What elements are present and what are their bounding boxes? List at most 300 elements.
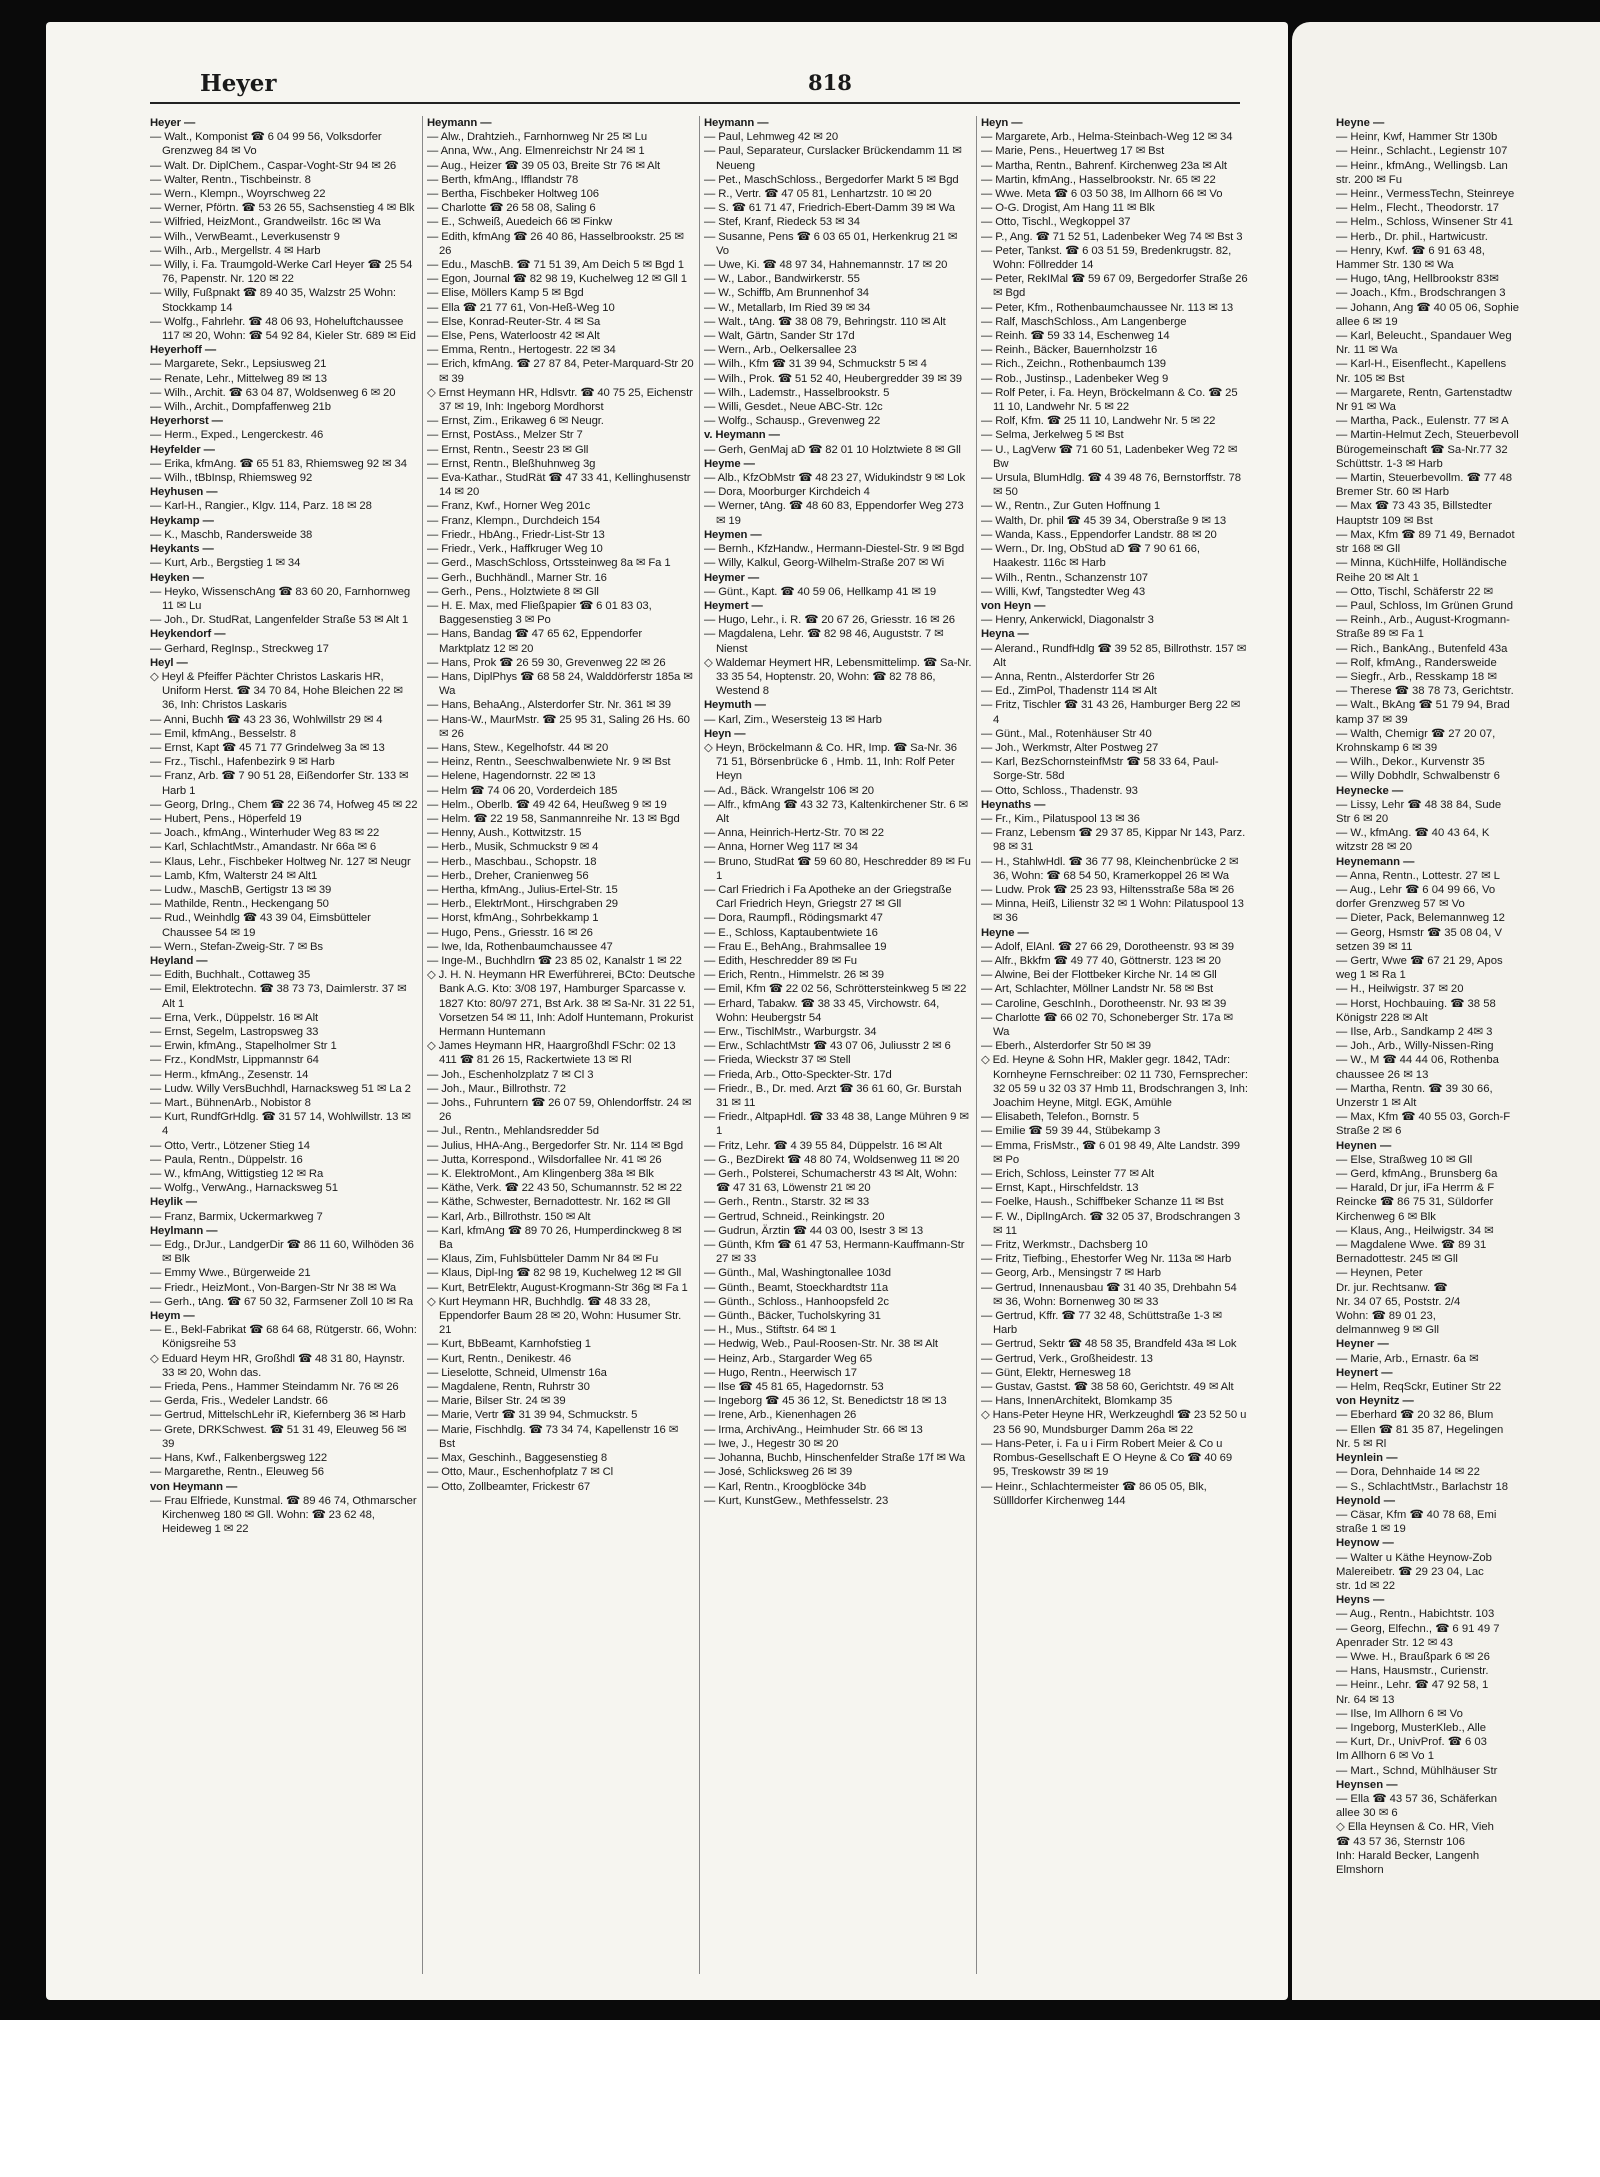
directory-entry: — Peter, RekIMal ☎ 59 67 09, Bergedorfer Straße 26 ✉ Bgd (981, 273, 1248, 300)
directory-entry: — Herm., Exped., Lengerckestr. 46 (150, 429, 324, 442)
surname-heading: Heyhusen — (150, 486, 218, 499)
directory-entry: — Mart., BühnenArb., Nobistor 8 (150, 1097, 311, 1110)
directory-entry: — Gertrud, Verk., Großheidestr. 13 (981, 1352, 1153, 1365)
directory-entry: — Emil, kfmAng., Besselstr. 8 (150, 727, 296, 740)
directory-entry: — Lieselotte, Schneid, Ulmenstr 16a (427, 1366, 607, 1379)
directory-entry: — Johs., Fuhruntern ☎ 26 07 59, Ohlendorffstr. 24 ✉ 26 (427, 1097, 692, 1124)
directory-entry: — Edith, Buchhalt., Cottaweg 35 (150, 969, 311, 982)
surname-heading: Heyer — (150, 117, 196, 129)
directory-column-4 (981, 116, 1249, 1986)
surname-heading: v. Heymann — (704, 429, 780, 442)
directory-entry: — Hans, BehaAng., Alsterdorfer Str. Nr. 361 ✉ 39 (427, 699, 671, 712)
directory-entry: — Walter, Rentn., Tischbeinstr. 8 (150, 173, 311, 186)
directory-entry: str 168 ✉ Gll (1336, 543, 1401, 556)
directory-entry: ◇ Eduard Heym HR, Großhdl ☎ 48 31 80, Haynstr. 33 ✉ 20, Wohn das. (150, 1352, 405, 1379)
directory-entry: — Wern., Stefan-Zweig-Str. 7 ✉ Bs (150, 940, 323, 953)
directory-entry: — Wilh., Archit., Dompfaffenweg 21b (150, 401, 331, 414)
directory-entry: — Dora, Moorburger Kirchdeich 4 (704, 486, 870, 499)
directory-entry: — Gerhard, RegInsp., Streckweg 17 (150, 642, 329, 655)
surname-heading: Heyerhoff — (150, 344, 217, 357)
directory-entry: — Martha, Pack., Eulenstr. 77 ✉ A (1336, 415, 1509, 428)
directory-entry: — Günt., Mal., Rotenhäuser Str 40 (981, 727, 1152, 740)
directory-entry: — Ingeborg ☎ 45 36 12, St. Benedictstr 18 ✉ 13 (704, 1395, 947, 1408)
surname-heading: Heyne — (981, 926, 1029, 939)
directory-entry: — Georg, DrIng., Chem ☎ 22 36 74, Hofweg 45 ✉ 22 (150, 798, 418, 811)
directory-entry: — Gerda, Fris., Wedeler Landstr. 66 (150, 1395, 328, 1408)
directory-entry: — Alerand., RundfHdlg ☎ 39 52 85, Billrothstr. 157 ✉ Alt (981, 642, 1247, 669)
directory-entry: allee 30 ✉ 6 (1336, 1807, 1398, 1820)
directory-entry: — Erw., TischlMstr., Warburgstr. 34 (704, 1026, 877, 1038)
directory-entry: — Frau Elfriede, Kunstmal. ☎ 89 46 74, Othmarscher Kirchenweg 180 ✉ Gll. Wohn: ☎ 23 62 48, Heideweg 1 ✉ 22 (150, 1494, 417, 1536)
directory-entry: Nr. 11 ✉ Wa (1336, 344, 1398, 357)
directory-entry: — Emma, Rentn., Hertogestr. 22 ✉ 34 (427, 344, 616, 357)
directory-entry: — Hans, DiplPhys ☎ 68 58 24, Walddörferstr 185a ✉ Wa (427, 670, 693, 698)
directory-entry: — Iwe, Ida, Rothenbaumchaussee 47 (427, 940, 613, 953)
directory-entry: — Elisabeth, Telefon., Bornstr. 5 (981, 1111, 1139, 1124)
surname-heading: Heyn — (981, 117, 1023, 129)
directory-entry: ◇ James Heymann HR, Haargroßhdl FSchr: 02 13 411 ☎ 81 26 15, Rackertwiete 13 ✉ Rl (427, 1040, 676, 1067)
directory-entry: — Günt., Kapt. ☎ 40 59 06, Hellkamp 41 ✉ 19 (704, 585, 937, 598)
directory-entry: — Herb., Maschbau., Schopstr. 18 (427, 855, 597, 868)
surname-heading: Heynert — (1336, 1366, 1393, 1379)
column-divider (976, 116, 977, 1974)
directory-entry: — Alw., Drahtzieh., Farnhornweg Nr 25 ✉ Lu (427, 131, 648, 144)
directory-entry: str. 1d ✉ 22 (1336, 1579, 1396, 1592)
directory-entry: — Wwe. Meta ☎ 6 03 50 38, Im Allhorn 66 ✉ Vo (981, 188, 1223, 201)
directory-entry: — Wolfg., Schausp., Grevenweg 22 (704, 415, 881, 428)
directory-entry: — Heinr., VermessTechn, Steinreye (1336, 188, 1515, 201)
directory-entry: Reincke ☎ 86 75 31, Süldorfer (1336, 1196, 1494, 1209)
directory-entry: — Martha, Rentn., Bahrenf. Kirchenweg 23a ✉ Alt (981, 159, 1227, 172)
directory-entry: — Selma, Jerkelweg 5 ✉ Bst (981, 429, 1124, 442)
directory-entry: — Wilh., Dekor., Kurvenstr 35 (1336, 756, 1485, 769)
directory-entry: — Ludw., MaschB, Gertigstr 13 ✉ 39 (150, 883, 332, 896)
page-number: 818 (808, 70, 852, 95)
directory-entry: — Marie, Vertr ☎ 31 39 94, Schmuckstr. 5 (427, 1409, 638, 1422)
directory-entry: — Fritz, Tischler ☎ 31 43 26, Hamburger Berg 22 ✉ 4 (981, 699, 1241, 726)
directory-entry: — Aug., Heizer ☎ 39 05 03, Breite Str 76 ✉ Alt (427, 159, 661, 172)
directory-entry: Wohn: ☎ 89 01 23, (1336, 1310, 1436, 1323)
directory-entry: ◇ Waldemar Heymert HR, Lebensmittelimp. ☎ Sa-Nr. 33 35 54, Hoptenstr. 20, Wohn: ☎ 82 78 86, Westend 8 (704, 656, 972, 698)
directory-entry: — Paul, Lehmweg 42 ✉ 20 (704, 131, 839, 144)
directory-entry: Im Allhorn 6 ✉ Vo 1 (1336, 1750, 1435, 1763)
directory-entry: — Friedr., B., Dr. med. Arzt ☎ 36 61 60, Gr. Burstah 31 ✉ 11 (704, 1082, 962, 1110)
directory-entry: — Franz, Kwf., Horner Weg 201c (427, 500, 591, 513)
directory-entry: — Iwe, J., Hegestr 30 ✉ 20 (704, 1437, 839, 1450)
surname-heading: Heymer — (704, 571, 760, 584)
directory-entry: — W., kfmAng, Wittigstieg 12 ✉ Ra (150, 1168, 324, 1181)
directory-entry: — P., Ang. ☎ 71 52 51, Ladenbeker Weg 74 ✉ Bst 3 (981, 230, 1243, 243)
surname-heading: von Heyn — (981, 599, 1046, 612)
directory-entry: — Ilse ☎ 45 81 65, Hagedornstr. 53 (704, 1381, 884, 1394)
directory-entry: — Edu., MaschB. ☎ 71 51 39, Am Deich 5 ✉ Bgd 1 (427, 259, 684, 272)
directory-entry: — Karl-H., Eisenflecht., Kapellens (1336, 358, 1507, 371)
directory-entry: — Wern., Dr. Ing, ObStud aD ☎ 7 90 61 66, Haakestr. 116c ✉ Harb (981, 543, 1200, 570)
directory-entry: — Heinr., Schlachtermeister ☎ 86 05 05, Blk, Süllldorfer Kirchenweg 144 (981, 1480, 1207, 1507)
directory-entry: — Irene, Arb., Kienenhagen 26 (704, 1409, 857, 1422)
directory-entry: — Henny, Aush., Kottwitzstr. 15 (427, 827, 582, 840)
directory-entry: — O-G. Drogist, Am Hang 11 ✉ Blk (981, 202, 1155, 215)
directory-entry: — Rich., Zeichn., Rothenbaumch 139 (981, 358, 1166, 371)
directory-entry: — Rob., Justinsp., Ladenbeker Weg 9 (981, 372, 1169, 385)
directory-entry: Bernadottestr. 245 ✉ Gll (1336, 1253, 1458, 1266)
directory-entry: — Gertrud, Kffr. ☎ 77 32 48, Schüttstraße 1-3 ✉ Harb (981, 1310, 1222, 1337)
directory-entry: — Harald, Dr jur, iFa Herrm & F (1336, 1182, 1495, 1195)
directory-entry: — Joach., Kfm., Brodschrangen 3 (1336, 287, 1506, 300)
directory-entry: — W., Labor., Bandwirkerstr. 55 (704, 273, 860, 286)
directory-entry: — Helm., Oberlb. ☎ 49 42 64, Heußweg 9 ✉ 19 (427, 798, 667, 811)
directory-entry: — Frz., KondMstr, Lippmannstr 64 (150, 1054, 319, 1067)
directory-entry: — Karl-H., Rangier., Klgv. 114, Parz. 18 ✉ 28 (150, 500, 372, 513)
directory-entry: — Günth., Beamt, Stoeckhardtstr 11a (704, 1281, 889, 1294)
directory-entry: — Heinr, Kwf, Hammer Str 130b (1336, 131, 1498, 144)
directory-entry: — Hugo, Lehr., i. R. ☎ 20 67 26, Griesstr. 16 ✉ 26 (704, 614, 955, 627)
directory-entry: — Werner, Pförtn. ☎ 53 26 55, Sachsenstieg 4 ✉ Blk (150, 202, 415, 215)
directory-entry: — Ingeborg, MusterKleb., Alle (1336, 1721, 1487, 1734)
directory-entry: — Hans-Peter, i. Fa u i Firm Robert Meier & Co u Rombus-Gesellschaft E O Heyne & Co ☎ 40 69 95, Treskowstr 39 ✉ 19 (981, 1437, 1233, 1479)
directory-entry: setzen 39 ✉ 11 (1336, 940, 1413, 953)
directory-entry: — Aug., Lehr ☎ 6 04 99 66, Vo (1336, 883, 1496, 896)
directory-entry: — Günth., Bäcker, Tucholskyring 31 (704, 1310, 881, 1323)
directory-entry: — Kurt, Rentn., Denikestr. 46 (427, 1352, 572, 1365)
directory-entry: — Karl, BezSchornsteinfMstr ☎ 58 33 64, Paul-Sorge-Str. 58d (981, 756, 1219, 783)
directory-entry: — Frieda, Wieckstr 37 ✉ Stell (704, 1054, 851, 1067)
directory-entry: — Franz, Lebensm ☎ 29 37 85, Kippar Nr 143, Parz. 98 ✉ 31 (981, 827, 1246, 854)
directory-entry: — Hugo, Rentn., Heerwisch 17 (704, 1366, 857, 1379)
directory-entry: — Marie, Pens., Heuertweg 17 ✉ Bst (981, 145, 1165, 158)
directory-entry: — Emma, FrisMstr., ☎ 6 01 98 49, Alte Landstr. 399 ✉ Po (981, 1139, 1240, 1166)
directory-entry: — Bernh., KfzHandw., Hermann-Diestel-Str. 9 ✉ Bgd (704, 543, 965, 556)
surname-heading: Heynow — (1336, 1537, 1394, 1550)
surname-heading: Heyn — (704, 727, 746, 740)
directory-entry: — Max, Geschinh., Baggesenstieg 8 (427, 1452, 608, 1465)
directory-entry: — Willi, Kwf, Tangstedter Weg 43 (981, 585, 1146, 598)
directory-entry: Kirchenweg 6 ✉ Blk (1336, 1210, 1436, 1223)
directory-entry: — Margarete, Sekr., Lepsiusweg 21 (150, 358, 327, 371)
directory-entry: — Hugo, tAng, Hellbrookstr 83✉ (1336, 273, 1499, 286)
directory-entry: — Gerd, kfmAng., Brunsberg 6a (1336, 1168, 1498, 1181)
directory-entry: — Peter, Tankst. ☎ 6 03 51 59, Bredenkrugstr. 82, Wohn: Föllredder 14 (981, 244, 1232, 272)
directory-entry: — Ernst, Zim., Erikaweg 6 ✉ Neugr. (427, 415, 604, 428)
directory-entry: — Gerh., Rentn., Starstr. 32 ✉ 33 (704, 1196, 870, 1209)
directory-entry: — Herb., Musik, Schmuckstr 9 ✉ 4 (427, 841, 599, 854)
surname-heading: Heyme — (704, 457, 755, 470)
directory-entry: — Emmy Wwe., Bürgerweide 21 (150, 1267, 311, 1280)
surname-heading: von Heymann — (150, 1480, 238, 1493)
directory-entry: — Klaus, Ang., Heilwigstr. 34 ✉ (1336, 1224, 1494, 1237)
directory-entry: — Hans-W., MaurMstr. ☎ 25 95 31, Saling 26 Hs. 60 ✉ 26 (427, 713, 690, 740)
directory-entry: — H., Mus., Stiftstr. 64 ✉ 1 (704, 1324, 837, 1337)
directory-entry: — Willy, Kalkul, Georg-Wilhelm-Straße 207 ✉ Wi (704, 557, 945, 570)
directory-entry: — Wilh., tBbInsp, Rhiemsweg 92 (150, 472, 313, 485)
directory-entry: — W., M ☎ 44 44 06, Rothenba (1336, 1054, 1499, 1067)
directory-entry: — Alfr., Bkkfm ☎ 49 77 40, Göttnerstr. 123 ✉ 20 (981, 954, 1221, 967)
directory-entry: — Alwine, Bei der Flottbeker Kirche Nr. 14 ✉ Gll (981, 969, 1217, 982)
directory-entry: — Günt, Elektr, Hernesweg 18 (981, 1366, 1131, 1379)
directory-entry: — Minna, Heiß, Lilienstr 32 ✉ 1 Wohn: Pilatuspool 13 ✉ 36 (981, 898, 1244, 925)
directory-entry: — W., Schiffb, Am Brunnenhof 34 (704, 287, 869, 300)
directory-entry: — Anna, Rentn., Lottestr. 27 ✉ L (1336, 869, 1500, 882)
directory-entry: chaussee 26 ✉ 13 (1336, 1068, 1429, 1081)
directory-entry: — W., kfmAng. ☎ 40 43 64, K (1336, 827, 1490, 840)
directory-entry: — Martin, kfmAng., Hasselbrookstr. Nr. 65 ✉ 22 (981, 173, 1216, 186)
directory-entry: Königstr 228 ✉ Alt (1336, 1011, 1428, 1024)
directory-entry: — Therese ☎ 38 78 73, Gerichtstr. (1336, 685, 1514, 698)
directory-entry: — Joh., Maur., Billrothstr. 72 (427, 1082, 566, 1095)
directory-entry: — Joh., Eschenholzplatz 7 ✉ Cl 3 (427, 1068, 594, 1081)
directory-entry: Elmshorn (1336, 1863, 1384, 1876)
surname-heading: Heymuth — (704, 699, 766, 712)
directory-entry: — Berth, kfmAng., Ifflandstr 78 (427, 173, 579, 186)
directory-entry: Bremer Str. 60 ✉ Harb (1336, 486, 1450, 499)
directory-entry: — Georg, Arb., Mensingstr 7 ✉ Harb (981, 1267, 1161, 1280)
directory-entry: — Johann, Ang ☎ 40 05 06, Sophie (1336, 301, 1520, 314)
directory-entry: — Horst, Hochbauing. ☎ 38 58 (1336, 997, 1496, 1010)
directory-entry: — Gustav, Gastst. ☎ 38 58 60, Gerichtstr. 49 ✉ Alt (981, 1381, 1234, 1394)
directory-entry: — Bertha, Fischbeker Holtweg 106 (427, 188, 599, 201)
directory-entry: ◇ Hans-Peter Heyne HR, Werkzeughdl ☎ 23 52 50 u 23 56 90, Mundsburger Damm 26a ✉ 22 (981, 1409, 1247, 1436)
directory-entry: — Fritz, Werkmstr., Dachsberg 10 (981, 1239, 1148, 1252)
directory-entry: Apenrader Str. 12 ✉ 43 (1336, 1636, 1453, 1649)
directory-entry: — Marie, Arb., Ernastr. 6a ✉ (1336, 1352, 1479, 1365)
directory-entry: — Walt. Dr. DiplChem., Caspar-Voght-Str 94 ✉ 26 (150, 159, 397, 172)
directory-entry: weg 1 ✉ Ra 1 (1336, 969, 1406, 982)
directory-entry: — Anni, Buchh ☎ 43 23 36, Wohlwillstr 29 ✉ 4 (150, 713, 383, 726)
column-divider (422, 116, 423, 1974)
directory-entry: — Marie, Bilser Str. 24 ✉ 39 (427, 1395, 566, 1408)
surname-heading: von Heynitz — (1336, 1395, 1414, 1408)
directory-entry: — Ludw. Prok ☎ 25 23 93, Hiltensstraße 58a ✉ 26 (981, 883, 1235, 896)
directory-entry: — Erich, kfmAng. ☎ 27 87 84, Peter-Marquard-Str 20 ✉ 39 (427, 358, 694, 385)
directory-entry: — Max, Kfm ☎ 89 71 49, Bernadot (1336, 528, 1515, 541)
directory-entry: — Carl Friedrich i Fa Apotheke an der Griegstraße Carl Friedrich Heyn, Griegstr 27 ✉ Gll (704, 883, 952, 911)
surname-heading: Heynsen — (1336, 1778, 1398, 1791)
directory-entry: — Wilh., Prok. ☎ 51 52 40, Heubergredder 39 ✉ 39 (704, 372, 962, 385)
directory-entry: — Wilh., VerwBeamt., Leverkusenstr 9 (150, 230, 340, 243)
directory-entry: — Fritz, Lehr. ☎ 4 39 55 84, Düppelstr. 16 ✉ Alt (704, 1139, 942, 1152)
directory-entry: — Erich, Schloss, Leinster 77 ✉ Alt (981, 1168, 1154, 1181)
surname-heading: Heykamp — (150, 514, 214, 527)
directory-entry: — Georg, Hsmstr ☎ 35 08 04, V (1336, 926, 1503, 939)
directory-entry: — Otto, Tischl, Schäferstr 22 ✉ (1336, 585, 1494, 598)
surname-heading: Heylmann — (150, 1224, 218, 1237)
directory-entry: — H. E. Max, med Fließpapier ☎ 6 01 83 03, Baggesenstieg 3 ✉ Po (427, 599, 652, 627)
directory-entry: — Kurt, BetrElektr, August-Krogmann-Str 36g ✉ Fa 1 (427, 1281, 688, 1294)
directory-entry: ◇ J. H. N. Heymann HR Ewerführerei, BCto: Deutsche Bank A.G. Kto: 3/08 197, Hamburger Sparcasse v. 1827 Kto: 80/97 271, Bst Ark. 38 ✉ Sa-Nr. 31 22 51, Vorsetzen 54 ✉ 11, Inh: Adolf Huntemann, Prokurist Hermann Huntemann (427, 969, 695, 1038)
directory-entry: — Henry, Ankerwickl, Diagonalstr 3 (981, 614, 1154, 627)
directory-entry: — Wern., Klempn., Woyrschweg 22 (150, 188, 326, 201)
directory-entry: — Kurt, KunstGew., Methfesselstr. 23 (704, 1494, 889, 1507)
directory-entry: — Rich., BankAng., Butenfeld 43a (1336, 642, 1508, 655)
directory-entry: — Werner, tAng. ☎ 48 60 83, Eppendorfer Weg 273 ✉ 19 (704, 500, 964, 527)
directory-entry: — Karl, Arb., Billrothstr. 150 ✉ Alt (427, 1210, 591, 1223)
directory-entry: — Peter, Kfm., Rothenbaumchaussee Nr. 113 ✉ 13 (981, 301, 1234, 314)
directory-entry: — Margarete, Rentn, Gartenstadtw (1336, 386, 1512, 399)
directory-entry: — Gertrud, Schneid., Reinkingstr. 20 (704, 1210, 885, 1223)
directory-entry: — Heynen, Peter (1336, 1267, 1423, 1280)
directory-entry: — Helm, ReqSckr, Eutiner Str 22 (1336, 1381, 1502, 1394)
directory-entry: ◇ Heyn, Bröckelmann & Co. HR, Imp. ☎ Sa-Nr. 36 71 51, Börsenbrücke 6 , Hmb. 11, Inh: Rolf Peter Heyn (704, 741, 957, 783)
directory-entry: Unzerstr 1 ✉ Alt (1336, 1097, 1417, 1110)
surname-heading: Heyerhorst — (150, 415, 223, 428)
directory-entry: — Jutta, Korrespond., Wilsdorfallee Nr. 41 ✉ 26 (427, 1153, 662, 1166)
directory-entry: — Gudrun, Ärztin ☎ 44 03 00, Isestr 3 ✉ 13 (704, 1224, 924, 1237)
surname-heading: Heynaths — (981, 798, 1046, 811)
directory-entry: — Paul, Schloss, Im Grünen Grund (1336, 599, 1514, 612)
directory-entry: — Anna, Ww., Ang. Elmenreichstr Nr 24 ✉ 1 (427, 145, 645, 158)
directory-entry: — Heyko, WissenschAng ☎ 83 60 20, Farnhornweg 11 ✉ Lu (150, 585, 411, 612)
directory-entry: — Hans, Stew., Kegelhofstr. 44 ✉ 20 (427, 741, 609, 754)
directory-entry: — Lamb, Kfm, Walterstr 24 ✉ Alt1 (150, 869, 318, 882)
directory-entry: — Wwe. H., Braußpark 6 ✉ 26 (1336, 1650, 1490, 1663)
directory-entry: — Ad., Bäck. Wrangelstr 106 ✉ 20 (704, 784, 874, 797)
directory-entry: — Gertrud, Innenausbau ☎ 31 40 35, Drehbahn 54 ✉ 36, Wohn: Bornenweg 30 ✉ 33 (981, 1281, 1237, 1308)
directory-entry: — Else, Konrad-Reuter-Str. 4 ✉ Sa (427, 315, 601, 328)
directory-entry: — Franz, Barmix, Uckermarkweg 7 (150, 1210, 323, 1223)
directory-entry: — Eva-Kathar., StudRät ☎ 47 33 41, Kellinghusenstr 14 ✉ 20 (427, 472, 691, 499)
directory-entry: — Elise, Möllers Kamp 5 ✉ Bgd (427, 287, 584, 300)
directory-entry: — Margarethe, Rentn., Eleuweg 56 (150, 1466, 324, 1479)
directory-entry: — Ellen ☎ 81 35 87, Hegelingen (1336, 1423, 1504, 1436)
directory-entry: — Fritz, Tiefbing., Ehestorfer Weg Nr. 113a ✉ Harb (981, 1253, 1232, 1266)
directory-entry: — Herb., Dr. phil., Hartwicustr. (1336, 230, 1488, 243)
directory-entry: — Gerh., Polsterei, Schumacherstr 43 ✉ Alt, Wohn: ☎ 47 31 63, Löwenstr 21 ✉ 20 (704, 1168, 957, 1195)
directory-entry: — Ernst, Kapt., Hirschfeldstr. 13 (981, 1182, 1139, 1195)
directory-entry: — Caroline, GeschInh., Dorotheenstr. Nr. 93 ✉ 39 (981, 997, 1227, 1010)
directory-entry: — Gertrud, Sektr ☎ 48 58 35, Brandfeld 43a ✉ Lok (981, 1338, 1237, 1351)
directory-entry: — Herb., ElektrMont., Hirschgraben 29 (427, 898, 618, 911)
directory-entry: — Friedr., HbAng., Friedr-List-Str 13 (427, 528, 605, 541)
surname-heading: Heyland — (150, 954, 208, 967)
directory-entry: — Käthe, Schwester, Bernadottestr. Nr. 162 ✉ Gll (427, 1196, 671, 1209)
running-head-name: Heyer (200, 70, 277, 97)
directory-entry: — Jul., Rentn., Mehlandsredder 5d (427, 1125, 599, 1138)
directory-entry: — Emilie ☎ 59 39 44, Stübekamp 3 (981, 1125, 1161, 1138)
directory-entry: — José, Schlicksweg 26 ✉ 39 (704, 1466, 853, 1479)
directory-entry: — Walth, Chemigr ☎ 27 20 07, (1336, 727, 1496, 740)
directory-entry: — Frieda, Pens., Hammer Steindamm Nr. 76 ✉ 26 (150, 1381, 399, 1394)
directory-entry: — Heinr., kfmAng., Wellingsb. Lan (1336, 159, 1508, 172)
directory-entry: — Heinz, Arb., Stargarder Weg 65 (704, 1352, 873, 1365)
surname-heading: Heym — (150, 1310, 195, 1323)
directory-entry: — Lissy, Lehr ☎ 48 38 84, Sude (1336, 798, 1502, 811)
surname-heading: Heynold — (1336, 1494, 1395, 1507)
directory-entry: — H., StahlwHdl. ☎ 36 77 98, Kleinchenbrücke 2 ✉ 36, Wohn: ☎ 68 54 50, Kramerkoppel 26 ✉ Wa (981, 855, 1239, 882)
directory-entry: ☎ 43 57 36, Sternstr 106 (1336, 1835, 1465, 1848)
directory-entry: — Gertr, Wwe ☎ 67 21 29, Apos (1336, 954, 1503, 967)
directory-entry: — Klaus, Zim, Fuhlsbütteler Damm Nr 84 ✉ Fu (427, 1253, 659, 1266)
directory-entry: — Eberh., Alsterdorfer Str 50 ✉ 39 (981, 1040, 1151, 1053)
directory-entry: — Rolf, kfmAng., Randersweide (1336, 656, 1497, 669)
directory-entry: Straße 89 ✉ Fa 1 (1336, 628, 1424, 641)
directory-entry: ◇ Heyl & Pfeiffer Pächter Christos Laskaris HR, Uniform Herst. ☎ 34 70 84, Hohe Bleichen 22 ✉ 36, Inh: Christos Laskaris (150, 670, 403, 712)
directory-entry: — Wilh., Lademstr., Hasselbrookstr. 5 (704, 386, 890, 399)
directory-entry: — Ernst, Rentn., Bleßhuhnweg 3g (427, 457, 596, 470)
directory-entry: — Renate, Lehr., Mittelweg 89 ✉ 13 (150, 372, 327, 385)
directory-entry: Bürogemeinschaft ☎ Sa-Nr.77 32 (1336, 443, 1508, 456)
directory-entry: — Paul, Separateur, Curslacker Brückendamm 11 ✉ Neueng (704, 145, 962, 172)
directory-entry: — Otto, Tischl., Wegkoppel 37 (981, 216, 1131, 229)
directory-entry: — Paula, Rentn., Düppelstr. 16 (150, 1153, 303, 1166)
directory-entry: ◇ Ella Heynsen & Co. HR, Vieh (1336, 1821, 1494, 1834)
directory-entry: — Helm., Schloss, Winsener Str 41 (1336, 216, 1514, 229)
directory-entry: — R., Vertr. ☎ 47 05 81, Lenhartzstr. 10 ✉ 20 (704, 188, 932, 201)
directory-entry: — Franz, Klempn., Durchdeich 154 (427, 514, 601, 527)
directory-entry: — Inge-M., Buchhdlrn ☎ 23 85 02, Kanalstr 1 ✉ 22 (427, 954, 682, 967)
directory-entry: — Uwe, Ki. ☎ 48 97 34, Hahnemannstr. 17 ✉ 20 (704, 259, 948, 272)
directory-entry: dorfer Grenzweg 57 ✉ Vo (1336, 898, 1465, 911)
directory-entry: — Fr., Kim., Pilatuspool 13 ✉ 36 (981, 812, 1140, 825)
directory-entry: — Günth., Mal, Washingtonallee 103d (704, 1267, 891, 1280)
directory-entry: — Wilh., Kfm ☎ 31 39 94, Schmuckstr 5 ✉ 4 (704, 358, 927, 371)
directory-entry: Hammer Str. 130 ✉ Wa (1336, 259, 1454, 272)
directory-entry: — S. ☎ 61 71 47, Friedrich-Ebert-Damm 39 ✉ Wa (704, 202, 955, 215)
directory-entry: — Herb., Dreher, Cranienweg 56 (427, 869, 589, 882)
directory-entry: — Marie, Fischhdlg. ☎ 73 34 74, Kapellenstr 16 ✉ Bst (427, 1423, 679, 1450)
directory-entry: straße 1 ✉ 19 (1336, 1523, 1406, 1536)
directory-entry: — Wanda, Kass., Eppendorfer Landstr. 88 ✉ 20 (981, 528, 1217, 541)
directory-entry: — Edith, kfmAng ☎ 26 40 86, Hasselbrookstr. 25 ✉ 26 (427, 230, 684, 257)
directory-entry: — Friedr., HeizMont., Von-Bargen-Str Nr 38 ✉ Wa (150, 1281, 397, 1294)
directory-entry: — Franz, Arb. ☎ 7 90 51 28, Eißendorfer Str. 133 ✉ Harb 1 (150, 770, 409, 797)
directory-entry: — Anna, Heinrich-Hertz-Str. 70 ✉ 22 (704, 827, 884, 840)
directory-entry: — Hertha, kfmAng., Julius-Ertel-Str. 15 (427, 883, 618, 896)
directory-entry: — Irma, ArchivAng., Heimhuder Str. 66 ✉ 13 (704, 1423, 923, 1436)
directory-entry: — Klaus, Lehr., Fischbeker Holtweg Nr. 127 ✉ Neugr (150, 855, 411, 868)
directory-entry: — Ursula, BlumHdlg. ☎ 4 39 48 76, Bernstorffstr. 78 ✉ 50 (981, 472, 1241, 499)
directory-entry: — Alb., KfzObMstr ☎ 48 23 27, Widukindstr 9 ✉ Lok (704, 472, 965, 485)
directory-entry: — Martin-Helmut Zech, Steuerbevoll (1336, 429, 1519, 442)
directory-entry: — Erwin, kfmAng., Stapelholmer Str 1 (150, 1040, 337, 1053)
directory-entry: — Walt, Gärtn, Sander Str 17d (704, 330, 855, 343)
directory-entry: — Wern., Arb., Oelkersallee 23 (704, 344, 857, 357)
directory-entry: str. 200 ✉ Fu (1336, 173, 1402, 186)
directory-entry: — Martha, Rentn. ☎ 39 30 66, (1336, 1082, 1493, 1095)
directory-entry: — Otto, Zollbeamter, Frickestr 67 (427, 1480, 591, 1493)
directory-entry: — Hans, InnenArchitekt, Blomkamp 35 (981, 1395, 1173, 1408)
directory-entry: — Else, Straßweg 10 ✉ Gll (1336, 1153, 1473, 1166)
directory-entry: — Max ☎ 73 43 35, Billstedter (1336, 500, 1492, 513)
directory-entry: — Alfr., kfmAng ☎ 43 32 73, Kaltenkirchener Str. 6 ✉ Alt (704, 798, 968, 825)
directory-entry: — Gerh., Pens., Holztwiete 8 ✉ Gll (427, 585, 599, 598)
directory-entry: — Anna, Rentn., Alsterdorfer Str 26 (981, 670, 1155, 683)
directory-entry: Nr. 105 ✉ Bst (1336, 372, 1405, 385)
directory-entry: — Julius, HHA-Ang., Bergedorfer Str. Nr. 114 ✉ Bgd (427, 1139, 684, 1152)
directory-entry: — Emil, Kfm ☎ 22 02 56, Schröttersteinkweg 5 ✉ 22 (704, 983, 967, 996)
directory-entry: — Helm., Flecht., Theodorstr. 17 (1336, 202, 1500, 215)
directory-entry: — Günth, Kfm ☎ 61 47 53, Hermann-Kauffmann-Str 27 ✉ 33 (704, 1239, 965, 1266)
directory-entry: — Wilh., Rentn., Schanzenstr 107 (981, 571, 1148, 584)
directory-entry: — Erich, Rentn., Himmelstr. 26 ✉ 39 (704, 969, 884, 982)
directory-entry: — Joh., Werkmstr, Alter Postweg 27 (981, 741, 1159, 754)
directory-entry: — Willy, i. Fa. Traumgold-Werke Carl Heyer ☎ 25 54 76, Papenstr. Nr. 120 ✉ 22 (150, 259, 413, 286)
directory-entry: kamp 37 ✉ 39 (1336, 713, 1408, 726)
directory-entry: — Susanne, Pens ☎ 6 03 65 01, Herkenkrug 21 ✉ Vo (704, 230, 958, 257)
directory-entry: — Cäsar, Kfm ☎ 40 78 68, Emi (1336, 1508, 1497, 1521)
directory-entry: — Karl, kfmAng ☎ 89 70 26, Humperdinckweg 8 ✉ Ba (427, 1224, 682, 1252)
directory-entry: — Ilse, Im Allhorn 6 ✉ Vo (1336, 1707, 1463, 1720)
directory-entry: — Ernst, Rentn., Seestr 23 ✉ Gll (427, 443, 589, 456)
directory-entry: — Otto, Schloss., Thadenstr. 93 (981, 784, 1138, 797)
directory-entry: delmannweg 9 ✉ Gll (1336, 1324, 1440, 1337)
directory-entry: — Walth, Dr. phil ☎ 45 39 34, Oberstraße 9 ✉ 13 (981, 514, 1227, 527)
directory-entry: — Karl, Beleucht., Spandauer Weg (1336, 330, 1512, 343)
surname-heading: Heyken — (150, 571, 204, 584)
directory-entry: — Gerh, GenMaj aD ☎ 82 01 10 Holztwiete 8 ✉ Gll (704, 443, 961, 456)
directory-entry: — Dieter, Pack, Belemannweg 12 (1336, 912, 1505, 925)
directory-entry: — Ralf, MaschSchloss., Am Langenberge (981, 315, 1187, 328)
directory-entry: — Heinz, Rentn., Seeschwalbenwiete Nr. 9 ✉ Bst (427, 756, 671, 769)
